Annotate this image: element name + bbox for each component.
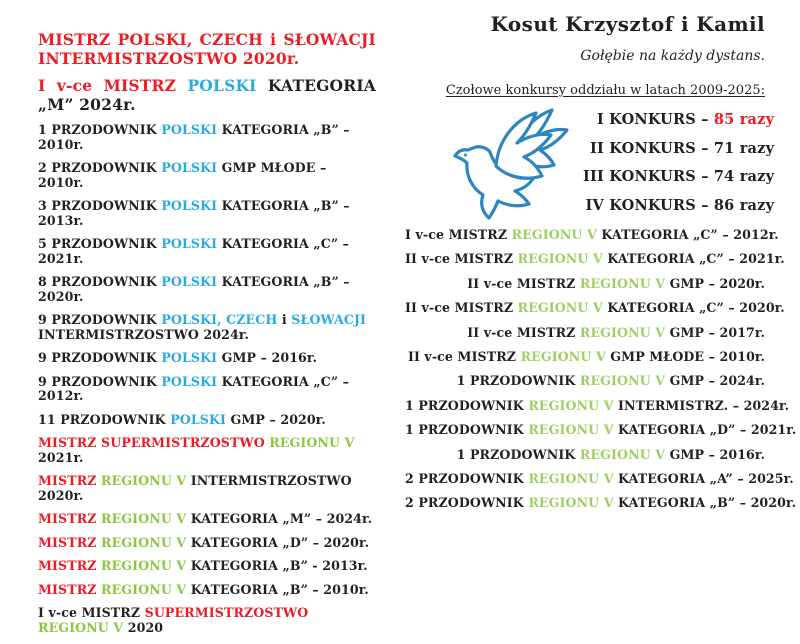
text-segment: REGIONU V: [38, 619, 124, 635]
text-segment: I v-ce MISTRZ: [405, 227, 512, 242]
text-segment: POLSKI,: [161, 312, 222, 327]
text-segment: KATEGORIA „M” – 2024r.: [186, 511, 373, 526]
achievement-line: [38, 583, 376, 598]
text-segment: REGIONU V: [517, 251, 603, 267]
text-segment: II v-ce MISTRZ: [405, 251, 518, 267]
text-segment: 11 PRZODOWNIK: [38, 411, 171, 427]
text-segment: MISTRZ POLSKI, CZECH i SŁOWACJI INTERMISTRZOSTWO 2020r.: [38, 30, 376, 68]
text-segment: MISTRZ: [38, 511, 102, 526]
right-achievement-list: [405, 223, 797, 516]
text-segment: POLSKI: [187, 76, 257, 95]
achievement-line: [38, 436, 376, 465]
text-segment: POLSKI: [161, 236, 218, 251]
text-segment: GMP – 2017r.: [665, 324, 765, 340]
text-segment: POLSKI: [161, 122, 218, 137]
text-segment: KATEGORIA „B” - 2013r.: [186, 558, 368, 573]
text-segment: I v-ce MISTRZ: [38, 605, 145, 620]
text-segment: KATEGORIA „C” – 2012r.: [596, 227, 779, 242]
text-segment: II KONKURS – 71 razy: [589, 139, 775, 157]
text-segment: KATEGORIA „B” – 2020r.: [613, 495, 797, 511]
text-segment: 2021r.: [38, 449, 84, 465]
text-segment: 1 PRZODOWNIK: [456, 446, 580, 462]
text-segment: 1 PRZODOWNIK: [405, 422, 529, 438]
text-segment: POLSKI: [161, 160, 218, 175]
achievement-line: [38, 275, 376, 304]
achievement-line: [405, 369, 765, 393]
breeder-name-title: Kosut Krzysztof i Kamil: [490, 12, 765, 36]
text-segment: IV KONKURS – 86 razy: [585, 196, 775, 214]
achievement-line: [38, 536, 376, 551]
text-segment: REGIONU V: [579, 275, 666, 291]
text-segment: KATEGORIA „B” – 2010r.: [38, 122, 350, 152]
dove-icon: [451, 105, 583, 221]
text-segment: SŁOWACJI: [291, 312, 367, 327]
text-segment: REGIONU V: [528, 397, 614, 413]
achievement-line: [38, 123, 376, 152]
achievement-line: [405, 418, 797, 442]
achievement-line: [405, 491, 797, 515]
contest-result-line: [583, 135, 774, 164]
text-segment: REGIONU V: [579, 324, 666, 340]
text-segment: KATEGORIA „C” – 2020r.: [602, 300, 785, 316]
text-segment: 9 PRZODOWNIK: [38, 350, 162, 365]
text-segment: REGIONU V: [528, 471, 614, 487]
text-segment: 2 PRZODOWNIK: [38, 160, 162, 175]
achievement-line: [38, 606, 376, 635]
text-segment: REGIONU V: [269, 435, 355, 450]
text-segment: 3 PRZODOWNIK: [38, 198, 162, 213]
text-segment: KATEGORIA „D” – 2021r.: [613, 422, 797, 438]
text-segment: KATEGORIA „C” – 2021r.: [602, 251, 785, 267]
text-segment: REGIONU V: [579, 373, 666, 389]
achievement-line: [405, 272, 765, 296]
text-segment: I KONKURS –: [596, 111, 714, 128]
text-segment: MISTRZ SUPERMISTRZOSTWO: [38, 435, 270, 450]
text-segment: 2020: [123, 619, 164, 635]
text-segment: POLSKI: [161, 373, 218, 389]
text-segment: KATEGORIA „B” – 2020r.: [38, 274, 350, 304]
achievement-line: [405, 321, 765, 345]
text-segment: REGIONU V: [511, 227, 597, 242]
text-segment: MISTRZ: [38, 581, 102, 597]
text-segment: REGIONU V: [101, 511, 187, 526]
achievement-line: [405, 247, 785, 271]
text-segment: III KONKURS – 74 razy: [583, 168, 775, 185]
text-segment: II v-ce MISTRZ: [405, 300, 518, 316]
text-segment: INTERMISTRZOSTWO 2020r.: [38, 473, 352, 503]
text-segment: GMP MŁODE – 2010r.: [605, 349, 765, 365]
text-segment: POLSKI: [161, 274, 218, 289]
text-segment: REGIONU V: [517, 300, 603, 316]
achievement-line: [405, 443, 765, 467]
achievement-line: [38, 375, 376, 404]
text-segment: REGIONU V: [101, 558, 187, 573]
contest-result-line: [583, 192, 774, 221]
text-segment: 9 PRZODOWNIK: [38, 312, 162, 327]
contest-result-line: [583, 106, 774, 135]
text-segment: GMP – 2020r.: [226, 411, 326, 427]
achievement-line: [38, 474, 376, 503]
text-segment: KATEGORIA „C” – 2012r.: [38, 373, 350, 403]
text-segment: 2 PRZODOWNIK: [405, 495, 529, 511]
text-segment: POLSKI: [170, 411, 227, 427]
text-segment: 85 razy: [713, 111, 775, 128]
text-segment: MISTRZ: [38, 473, 102, 488]
text-segment: GMP – 2024r.: [665, 373, 765, 389]
achievement-line: [405, 394, 790, 418]
text-segment: 1 PRZODOWNIK: [456, 373, 580, 389]
achievement-line: [38, 237, 376, 266]
text-segment: 9 PRZODOWNIK: [38, 373, 162, 389]
achievement-line: [405, 345, 765, 369]
text-segment: REGIONU V: [101, 581, 187, 597]
text-segment: REGIONU V: [101, 473, 187, 488]
text-segment: REGIONU V: [528, 495, 614, 511]
text-segment: I v-ce MISTRZ: [38, 76, 188, 95]
dove-eye: [464, 154, 467, 157]
text-segment: 2 PRZODOWNIK: [405, 471, 529, 487]
text-segment: 1 PRZODOWNIK: [405, 397, 529, 413]
text-segment: GMP – 2016r.: [665, 446, 765, 462]
achievement-line: [38, 161, 376, 190]
left-heading-primary: [38, 30, 376, 68]
motto-subtitle: Gołębie na każdy dystans.: [580, 48, 765, 64]
text-segment: GMP – 2020r.: [665, 275, 765, 291]
text-segment: REGIONU V: [520, 349, 606, 365]
achievement-line: [38, 199, 376, 228]
text-segment: POLSKI: [161, 198, 218, 213]
text-segment: KATEGORIA „B” – 2013r.: [38, 198, 350, 228]
text-segment: POLSKI: [161, 350, 218, 365]
text-segment: INTERMISTRZ. – 2024r.: [613, 397, 790, 413]
text-segment: II v-ce MISTRZ: [407, 349, 521, 365]
dove-and-contest-row: [405, 105, 775, 221]
achievement-line: [38, 413, 376, 428]
achievement-line: [405, 223, 779, 247]
text-segment: INTERMISTRZOSTWO 2024r.: [38, 326, 249, 342]
text-segment: GMP MŁODE – 2010r.: [38, 160, 327, 190]
text-segment: MISTRZ: [38, 558, 102, 573]
left-achievements-column: [38, 30, 376, 644]
achievement-line: [38, 512, 376, 527]
text-segment: REGIONU V: [528, 422, 614, 438]
achievement-line: [405, 296, 785, 320]
text-segment: i: [277, 312, 292, 327]
text-segment: CZECH: [226, 312, 278, 327]
text-segment: 5 PRZODOWNIK: [38, 236, 162, 251]
text-segment: REGIONU V: [101, 534, 187, 550]
text-segment: SUPERMISTRZOSTWO: [144, 605, 309, 620]
achievement-line: [38, 313, 376, 342]
left-achievement-list: [38, 123, 376, 635]
right-profile-column: [405, 12, 797, 516]
contest-result-line: [583, 163, 774, 192]
text-segment: KATEGORIA „M” 2024r.: [38, 76, 376, 114]
text-segment: KATEGORIA „D” – 2020r.: [186, 534, 370, 550]
achievement-line: [38, 351, 376, 366]
contest-results-heading: Czołowe konkursy oddziału w latach 2009-2025:: [445, 83, 765, 98]
achievement-line: [405, 467, 794, 491]
text-segment: KATEGORIA „A” – 2025r.: [613, 471, 794, 487]
text-segment: GMP – 2016r.: [217, 350, 317, 365]
text-segment: 8 PRZODOWNIK: [38, 274, 162, 289]
text-segment: II v-ce MISTRZ: [467, 324, 580, 340]
text-segment: KATEGORIA „B” – 2010r.: [186, 581, 369, 597]
contest-results-list: [583, 105, 794, 220]
left-heading-secondary: [38, 76, 376, 114]
achievement-line: [38, 559, 376, 574]
text-segment: II v-ce MISTRZ: [467, 275, 580, 291]
text-segment: 1 PRZODOWNIK: [38, 122, 162, 137]
text-segment: MISTRZ: [38, 534, 102, 550]
text-segment: REGIONU V: [579, 446, 666, 462]
text-segment: KATEGORIA „C” – 2021r.: [38, 236, 350, 266]
